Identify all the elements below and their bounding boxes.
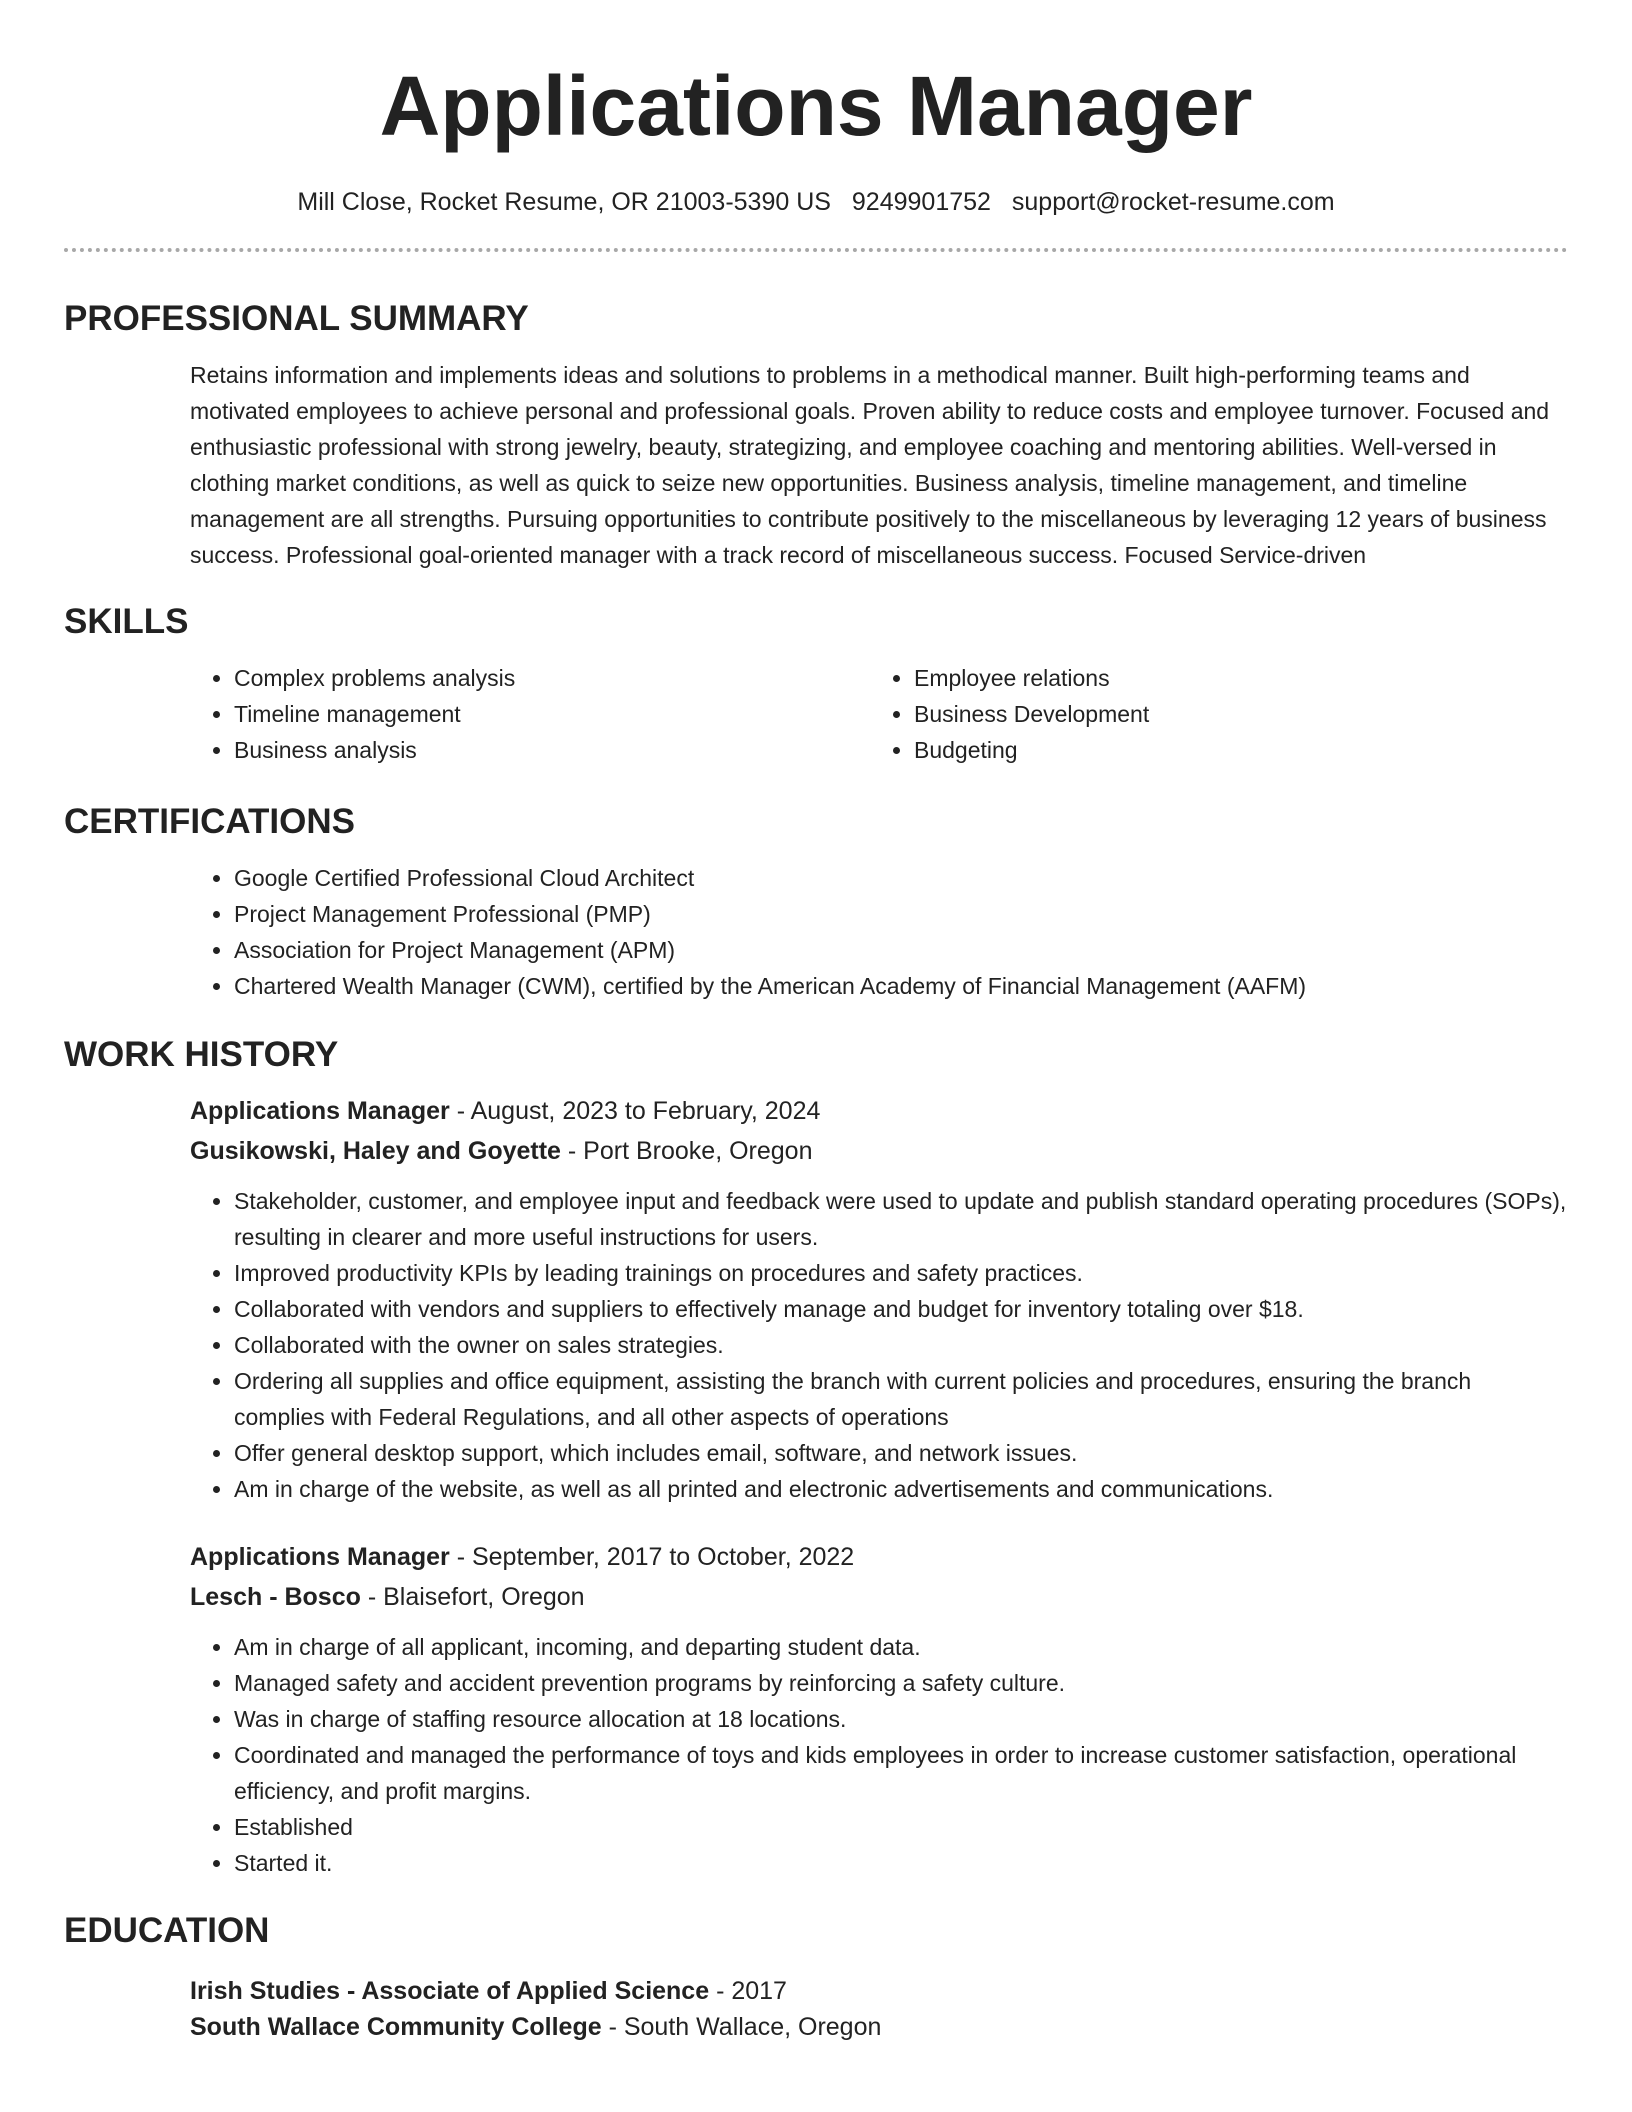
job-title-line	[190, 1091, 1568, 1131]
skills-title: SKILLS	[64, 602, 189, 641]
skill-item: • Business analysis	[234, 732, 870, 768]
job-title-line	[190, 1537, 1568, 1577]
certifications-list	[190, 860, 1568, 1004]
skills-section	[190, 660, 1568, 768]
education-degree: Irish Studies - Associate of Applied Science	[190, 1977, 710, 2005]
job-role: Applications Manager	[190, 1097, 450, 1125]
certification-item: • Project Management Professional (PMP)	[234, 896, 1568, 932]
job-company-line	[190, 1577, 1568, 1617]
certification-item: • Chartered Wealth Manager (CWM), certified by the American Academy of Financial Management (AAFM)	[234, 968, 1568, 1004]
contact-line	[64, 186, 1568, 218]
header-divider	[64, 248, 1568, 252]
education-entry	[190, 1973, 1568, 2045]
certification-item: • Google Certified Professional Cloud Architect	[234, 860, 1568, 896]
certification-item: • Association for Project Management (APM)	[234, 932, 1568, 968]
job-company: Gusikowski, Haley and Goyette	[190, 1137, 561, 1165]
job-bullets	[190, 1629, 1568, 1881]
job-bullet: • Collaborated with the owner on sales strategies.	[234, 1327, 1568, 1363]
job-bullet: • Was in charge of staffing resource allocation at 18 locations.	[234, 1701, 1568, 1737]
resume-page	[64, 0, 1568, 2045]
skills-left-column	[190, 660, 870, 768]
job-bullet: • Improved productivity KPIs by leading trainings on procedures and safety practices.	[234, 1255, 1568, 1291]
certifications-title: CERTIFICATIONS	[64, 802, 356, 841]
skill-item: • Complex problems analysis	[234, 660, 870, 696]
education-location: - South Wallace, Oregon	[601, 2013, 882, 2041]
summary-section	[190, 357, 1568, 573]
skill-item: • Employee relations	[914, 660, 1550, 696]
skill-item: • Budgeting	[914, 732, 1550, 768]
contact-phone: 9249901752	[851, 188, 991, 216]
skill-item: • Timeline management	[234, 696, 870, 732]
job-bullet: • Offer general desktop support, which includes email, software, and network issues.	[234, 1435, 1568, 1471]
job-role: Applications Manager	[190, 1543, 450, 1571]
contact-address: Mill Close, Rocket Resume, OR 21003-5390 US	[297, 188, 831, 216]
education-school: South Wallace Community College	[190, 2013, 602, 2041]
summary-text: Retains information and implements ideas and solutions to problems in a methodical manner. Built high-performing teams and motivated employees to achieve personal and professional goals. Proven ability to reduce costs and employee turnover. Focused and enthusiastic professional with strong jewelry, beauty, strategizing, and employee coaching and mentoring abilities. Well-versed in clothing market conditions, as well as quick to seize new opportunities. Business analysis, timeline management, and timeline management are all strengths. Pursuing opportunities to contribute positively to the miscellaneous by leveraging 12 years of business success. Professional goal-oriented manager with a track record of miscellaneous success. Focused Service-driven	[190, 362, 1550, 568]
job-bullet: • Stakeholder, customer, and employee input and feedback were used to update and publish standard operating procedures (SOPs), resulting in clearer and more useful instructions for users.	[234, 1183, 1568, 1255]
job-entry	[190, 1537, 1568, 1881]
job-location: - Port Brooke, Oregon	[560, 1137, 813, 1165]
job-company: Lesch - Bosco	[190, 1583, 361, 1611]
job-entry	[190, 1091, 1568, 1507]
education-degree-line	[190, 1973, 1568, 2009]
work-history-title: WORK HISTORY	[64, 1035, 339, 1074]
certifications-section	[190, 860, 1568, 1004]
education-school-line	[190, 2009, 1568, 2045]
job-dates: - August, 2023 to February, 2024	[449, 1097, 821, 1125]
job-bullet: • Ordering all supplies and office equipment, assisting the branch with current policies and procedures, ensuring the branch complies with Federal Regulations, and all other aspects of operations	[234, 1363, 1568, 1435]
job-bullet: • Established	[234, 1809, 1568, 1845]
education-title: EDUCATION	[64, 1911, 270, 1950]
skills-right-list	[870, 660, 1550, 768]
job-bullet: • Coordinated and managed the performance of toys and kids employees in order to increase customer satisfaction, operational efficiency, and profit margins.	[234, 1737, 1568, 1809]
job-location: - Blaisefort, Oregon	[360, 1583, 585, 1611]
contact-email: support@rocket-resume.com	[1011, 188, 1335, 216]
candidate-name: Applications Manager	[379, 59, 1253, 153]
job-bullets	[190, 1183, 1568, 1507]
education-year: - 2017	[709, 1977, 787, 2005]
job-bullet: • Am in charge of all applicant, incoming, and departing student data.	[234, 1629, 1568, 1665]
skills-right-column	[870, 660, 1550, 768]
job-bullet: • Managed safety and accident prevention programs by reinforcing a safety culture.	[234, 1665, 1568, 1701]
job-company-line	[190, 1131, 1568, 1171]
skills-left-list	[190, 660, 870, 768]
skill-item: • Business Development	[914, 696, 1550, 732]
job-bullet: • Started it.	[234, 1845, 1568, 1881]
job-bullet: • Am in charge of the website, as well as all printed and electronic advertisements and communications.	[234, 1471, 1568, 1507]
summary-title: PROFESSIONAL SUMMARY	[64, 299, 529, 338]
job-dates: - September, 2017 to October, 2022	[449, 1543, 855, 1571]
job-bullet: • Collaborated with vendors and suppliers to effectively manage and budget for inventory totaling over $18.	[234, 1291, 1568, 1327]
